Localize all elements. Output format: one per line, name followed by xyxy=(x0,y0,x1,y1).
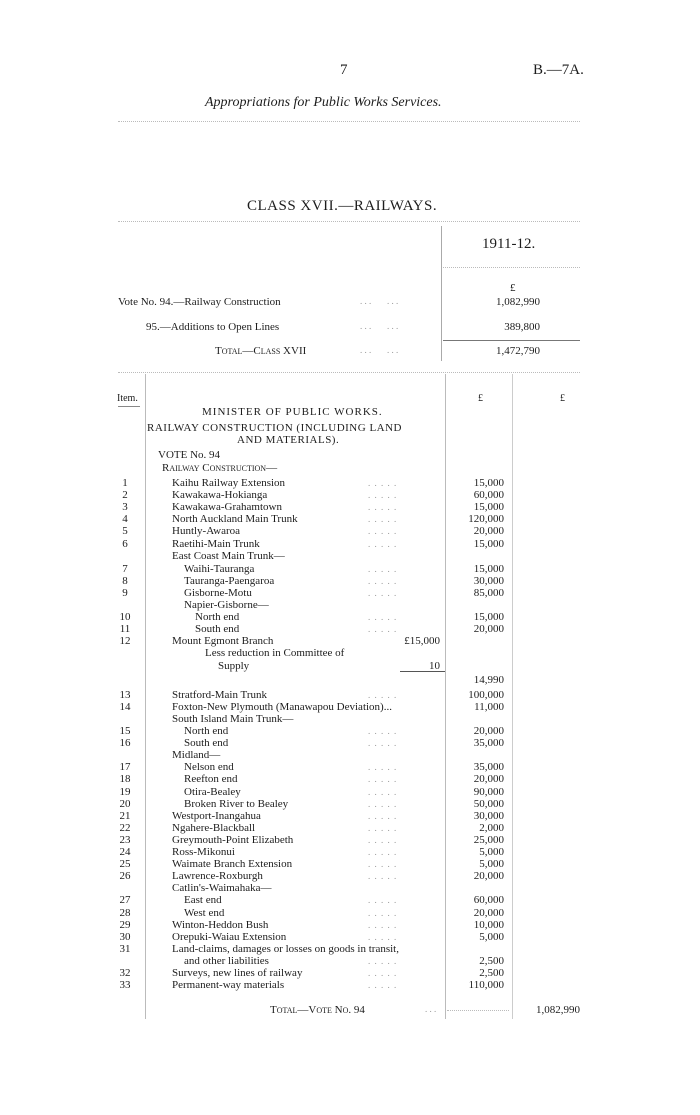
item-amount: 85,000 xyxy=(473,586,504,599)
item-number: 20 xyxy=(119,797,131,810)
table-row xyxy=(0,587,700,599)
item-number: 19 xyxy=(119,785,131,798)
table-row xyxy=(0,525,700,537)
item-number: 25 xyxy=(119,858,131,871)
summary-total-amount: 1,472,790 xyxy=(496,345,540,357)
item-number: 1 xyxy=(122,477,128,489)
item-description: South Island Main Trunk— xyxy=(172,712,294,725)
leader-dots: . . . . . xyxy=(368,798,398,809)
table-row xyxy=(0,647,700,659)
item-number: 17 xyxy=(119,761,131,774)
item-description: Otira-Bealey xyxy=(184,785,241,798)
item-amount: 50,000 xyxy=(473,797,504,810)
item-description: Kawakawa-Grahamtown xyxy=(172,501,282,514)
item-number: 32 xyxy=(119,967,131,979)
item-number: 14 xyxy=(119,700,131,713)
item-column-header: Item. xyxy=(117,393,138,404)
leader-dots: . . . . . xyxy=(368,762,398,773)
leader-dots: . . . . . xyxy=(368,895,398,906)
table-row xyxy=(0,919,700,931)
item-description: North end xyxy=(195,610,240,623)
table-row xyxy=(0,846,700,858)
leader-dots: . . . . . xyxy=(368,490,398,501)
page-number: 7 xyxy=(340,62,348,78)
item-description: Napier-Gisborne— xyxy=(184,598,269,611)
table-row xyxy=(0,798,700,810)
item-amount: 90,000 xyxy=(473,785,504,798)
leader-dots: . . . . . xyxy=(368,738,398,749)
summary-total-label: Total—Class XVII xyxy=(215,345,307,357)
table-row xyxy=(0,979,700,991)
table-row xyxy=(0,858,700,870)
leader-dots: . . . . . xyxy=(368,871,398,882)
leader-dots: . . . . . xyxy=(368,968,398,978)
summary-amount-vote-94: 1,082,990 xyxy=(496,296,540,308)
table-row xyxy=(0,599,700,611)
ministry-heading: MINISTER OF PUBLIC WORKS. xyxy=(202,406,383,418)
leader-dots: . . . . . xyxy=(368,689,398,700)
table-row xyxy=(0,955,700,967)
item-amount: 15,000 xyxy=(473,501,504,514)
item-number: 15 xyxy=(119,725,131,737)
table-row xyxy=(0,931,700,943)
item-number: 16 xyxy=(119,737,131,750)
item-number: 30 xyxy=(119,930,131,943)
leader-dots: . . . . . xyxy=(368,563,398,574)
summary-year: 1911-12. xyxy=(482,236,536,252)
table-row xyxy=(0,737,700,749)
item-description: East end xyxy=(184,894,222,907)
item-description: Land-claims, damages or losses on goods in transit, xyxy=(172,942,399,955)
table-row xyxy=(0,870,700,882)
table-row xyxy=(0,894,700,906)
summary-label: Vote No. 94.—Railway Construction xyxy=(118,296,281,308)
summary-row-vote-95 xyxy=(146,321,279,333)
leader-dots: . . . . . xyxy=(368,980,398,991)
item-description: Waihi-Tauranga xyxy=(184,562,255,575)
item-amount: 2,500 xyxy=(479,967,504,979)
summary-amount-vote-95: 389,800 xyxy=(504,321,540,333)
item-amount: 15,000 xyxy=(473,610,504,623)
vote-heading-line-2: AND MATERIALS). xyxy=(237,434,340,446)
item-number: 13 xyxy=(119,688,131,701)
summary-currency: £ xyxy=(510,282,516,294)
item-number: 5 xyxy=(122,525,128,538)
item-number: 12 xyxy=(119,635,131,648)
leader-dots: . . . . . xyxy=(368,538,398,549)
item-number: 8 xyxy=(122,574,128,587)
item-description: Westport-Inangahua xyxy=(172,809,261,822)
table-row xyxy=(0,713,700,725)
table-row xyxy=(0,882,700,894)
item-description: South end xyxy=(184,737,229,750)
item-description: Waimate Branch Extension xyxy=(172,858,293,871)
vote-subhead: Railway Construction— xyxy=(162,462,278,474)
table-row xyxy=(0,822,700,834)
total-column-header: £ xyxy=(560,393,565,404)
table-total-amount: 1,082,990 xyxy=(536,1004,580,1016)
item-description: Ross-Mikonui xyxy=(172,846,235,858)
leader-dots: . . . . . xyxy=(368,786,398,797)
item-amount: 25,000 xyxy=(473,833,504,846)
item-description: Supply xyxy=(218,659,250,672)
item-amount: 35,000 xyxy=(473,761,504,774)
item-amount: 20,000 xyxy=(473,725,504,737)
leader-dots: . . . . . xyxy=(368,931,398,942)
vote-heading-line-1: RAILWAY CONSTRUCTION (INCLUDING LAND xyxy=(147,422,402,434)
item-amount: 2,000 xyxy=(479,821,504,834)
item-description: East Coast Main Trunk— xyxy=(172,549,285,562)
item-amount: 14,990 xyxy=(473,674,504,686)
leader-dots: . . . . . xyxy=(368,859,398,870)
summary-row-vote-94 xyxy=(118,296,281,308)
table-row xyxy=(0,749,700,761)
item-description: Kawakawa-Hokianga xyxy=(172,489,268,502)
sub-amount: 10 xyxy=(429,659,440,672)
subtotal-rule xyxy=(400,671,445,672)
table-row xyxy=(0,786,700,798)
item-description: Greymouth-Point Elizabeth xyxy=(172,833,294,846)
leader-dots: . . . . . xyxy=(368,810,398,821)
leader-dots: . . . . . xyxy=(368,502,398,513)
leader-dots: . . . . . xyxy=(368,587,398,598)
table-row xyxy=(0,550,700,562)
item-number: 27 xyxy=(119,894,131,907)
item-number: 21 xyxy=(119,809,131,822)
item-amount: 20,000 xyxy=(473,870,504,883)
item-description: South end xyxy=(195,623,240,635)
item-number: 3 xyxy=(122,501,128,514)
leader-dots: . . . . . xyxy=(368,847,398,857)
item-number: 18 xyxy=(119,773,131,786)
item-number: 26 xyxy=(119,870,131,883)
table-row xyxy=(0,967,700,979)
item-description: and other liabilities xyxy=(184,954,269,967)
item-description: North end xyxy=(184,725,229,737)
item-number: 24 xyxy=(119,846,131,858)
item-amount: 30,000 xyxy=(473,574,504,587)
item-amount: 11,000 xyxy=(474,700,504,713)
sub-amount: £15,000 xyxy=(404,635,440,648)
item-description: West end xyxy=(184,906,225,919)
table-row xyxy=(0,513,700,525)
leader-dots: . . . . . xyxy=(368,834,398,845)
item-description: Nelson end xyxy=(184,761,234,774)
item-description: Mount Egmont Branch xyxy=(172,635,274,648)
summary-label: 95.—Additions to Open Lines xyxy=(146,321,280,333)
item-amount: 35,000 xyxy=(473,737,504,750)
item-amount: 20,000 xyxy=(473,525,504,538)
vote-number: VOTE No. 94 xyxy=(158,449,221,461)
item-description: Reefton end xyxy=(184,773,238,786)
leader-dots: . . . . . xyxy=(368,526,398,537)
table-row xyxy=(0,773,700,785)
leader-dots: . . . . . xyxy=(368,624,398,634)
item-description: North Auckland Main Trunk xyxy=(172,513,298,526)
item-amount: 15,000 xyxy=(473,477,504,489)
table-row xyxy=(0,538,700,550)
item-amount: 20,000 xyxy=(473,623,504,635)
item-number: 2 xyxy=(122,489,128,502)
leader-dots: . . . . . xyxy=(368,726,398,736)
item-description: Lawrence-Roxburgh xyxy=(172,870,263,883)
item-description: Less reduction in Committee of xyxy=(205,647,345,660)
item-number: 9 xyxy=(122,586,128,599)
table-row xyxy=(0,477,700,489)
table-row xyxy=(0,489,700,501)
leader-dots: . . . . . xyxy=(368,919,398,930)
item-description: Kaihu Railway Extension xyxy=(172,477,286,489)
item-number: 22 xyxy=(119,821,131,834)
item-amount: 5,000 xyxy=(479,846,504,858)
running-title: Appropriations for Public Works Services. xyxy=(205,95,442,110)
item-description: Tauranga-Paengaroa xyxy=(184,574,275,587)
item-number: 4 xyxy=(122,513,128,526)
item-description: Permanent-way materials xyxy=(172,979,285,992)
item-amount: 2,500 xyxy=(479,954,504,967)
table-row xyxy=(0,623,700,635)
class-title: CLASS XVII.—RAILWAYS. xyxy=(247,198,438,214)
item-amount: 120,000 xyxy=(468,513,504,526)
item-number: 29 xyxy=(119,918,131,931)
item-amount: 60,000 xyxy=(473,894,504,907)
table-total-label: Total—Vote No. 94 xyxy=(270,1004,365,1016)
item-amount: 10,000 xyxy=(473,918,504,931)
item-number: 10 xyxy=(119,610,131,623)
item-description: Surveys, new lines of railway xyxy=(172,967,303,979)
table-row xyxy=(0,689,700,701)
item-number: 7 xyxy=(122,562,128,575)
item-description: Raetihi-Main Trunk xyxy=(172,537,260,550)
table-row xyxy=(0,575,700,587)
table-row xyxy=(0,660,700,672)
table-row xyxy=(0,943,700,955)
leader-dots: . . . . . xyxy=(368,575,398,586)
item-description: Foxton-New Plymouth (Manawapou Deviation)... xyxy=(172,700,392,713)
item-amount: 20,000 xyxy=(473,773,504,786)
item-number: 11 xyxy=(119,623,131,635)
table-row xyxy=(0,834,700,846)
table-row xyxy=(0,674,700,686)
leader-dots: . . . . . xyxy=(368,907,398,918)
item-description: Broken River to Bealey xyxy=(184,797,289,810)
item-description: Midland— xyxy=(172,749,221,762)
item-number: 31 xyxy=(119,942,131,955)
leader-dots: . . . . . xyxy=(368,478,398,488)
amount-column-header: £ xyxy=(478,393,483,404)
leader-dots: . . . . . xyxy=(368,611,398,622)
leader-dots: . . . . . xyxy=(368,514,398,525)
item-description: Huntly-Awaroa xyxy=(172,525,241,538)
table-row xyxy=(0,501,700,513)
item-description: Ngahere-Blackball xyxy=(172,821,256,834)
leader-dots: . . . . . xyxy=(368,774,398,785)
item-description: Orepuki-Waiau Extension xyxy=(172,930,287,943)
item-amount: 100,000 xyxy=(468,688,504,701)
item-number: 33 xyxy=(119,979,131,992)
item-number: 6 xyxy=(122,537,128,550)
item-description: Stratford-Main Trunk xyxy=(172,688,268,701)
leader-dots: . . . . . xyxy=(368,955,398,966)
item-description: Gisborne-Motu xyxy=(184,586,252,599)
item-number: 23 xyxy=(119,833,131,846)
table-row xyxy=(0,701,700,713)
item-number: 28 xyxy=(119,906,131,919)
table-row xyxy=(0,725,700,737)
item-description: Catlin's-Waimahaka— xyxy=(172,882,272,895)
table-row xyxy=(0,907,700,919)
item-amount: 30,000 xyxy=(473,809,504,822)
table-row xyxy=(0,563,700,575)
item-amount: 5,000 xyxy=(479,930,504,943)
item-description: Winton-Heddon Bush xyxy=(172,918,269,931)
leader-dots: . . . . . xyxy=(368,822,398,833)
item-amount: 20,000 xyxy=(473,906,504,919)
item-amount: 110,000 xyxy=(468,979,504,992)
table-row xyxy=(0,810,700,822)
item-amount: 15,000 xyxy=(473,537,504,550)
item-amount: 5,000 xyxy=(479,858,504,871)
item-amount: 15,000 xyxy=(473,562,504,575)
document-reference: B.—7A. xyxy=(533,62,584,78)
table-row xyxy=(0,611,700,623)
table-row xyxy=(0,761,700,773)
item-amount: 60,000 xyxy=(473,489,504,502)
table-row xyxy=(0,635,700,647)
